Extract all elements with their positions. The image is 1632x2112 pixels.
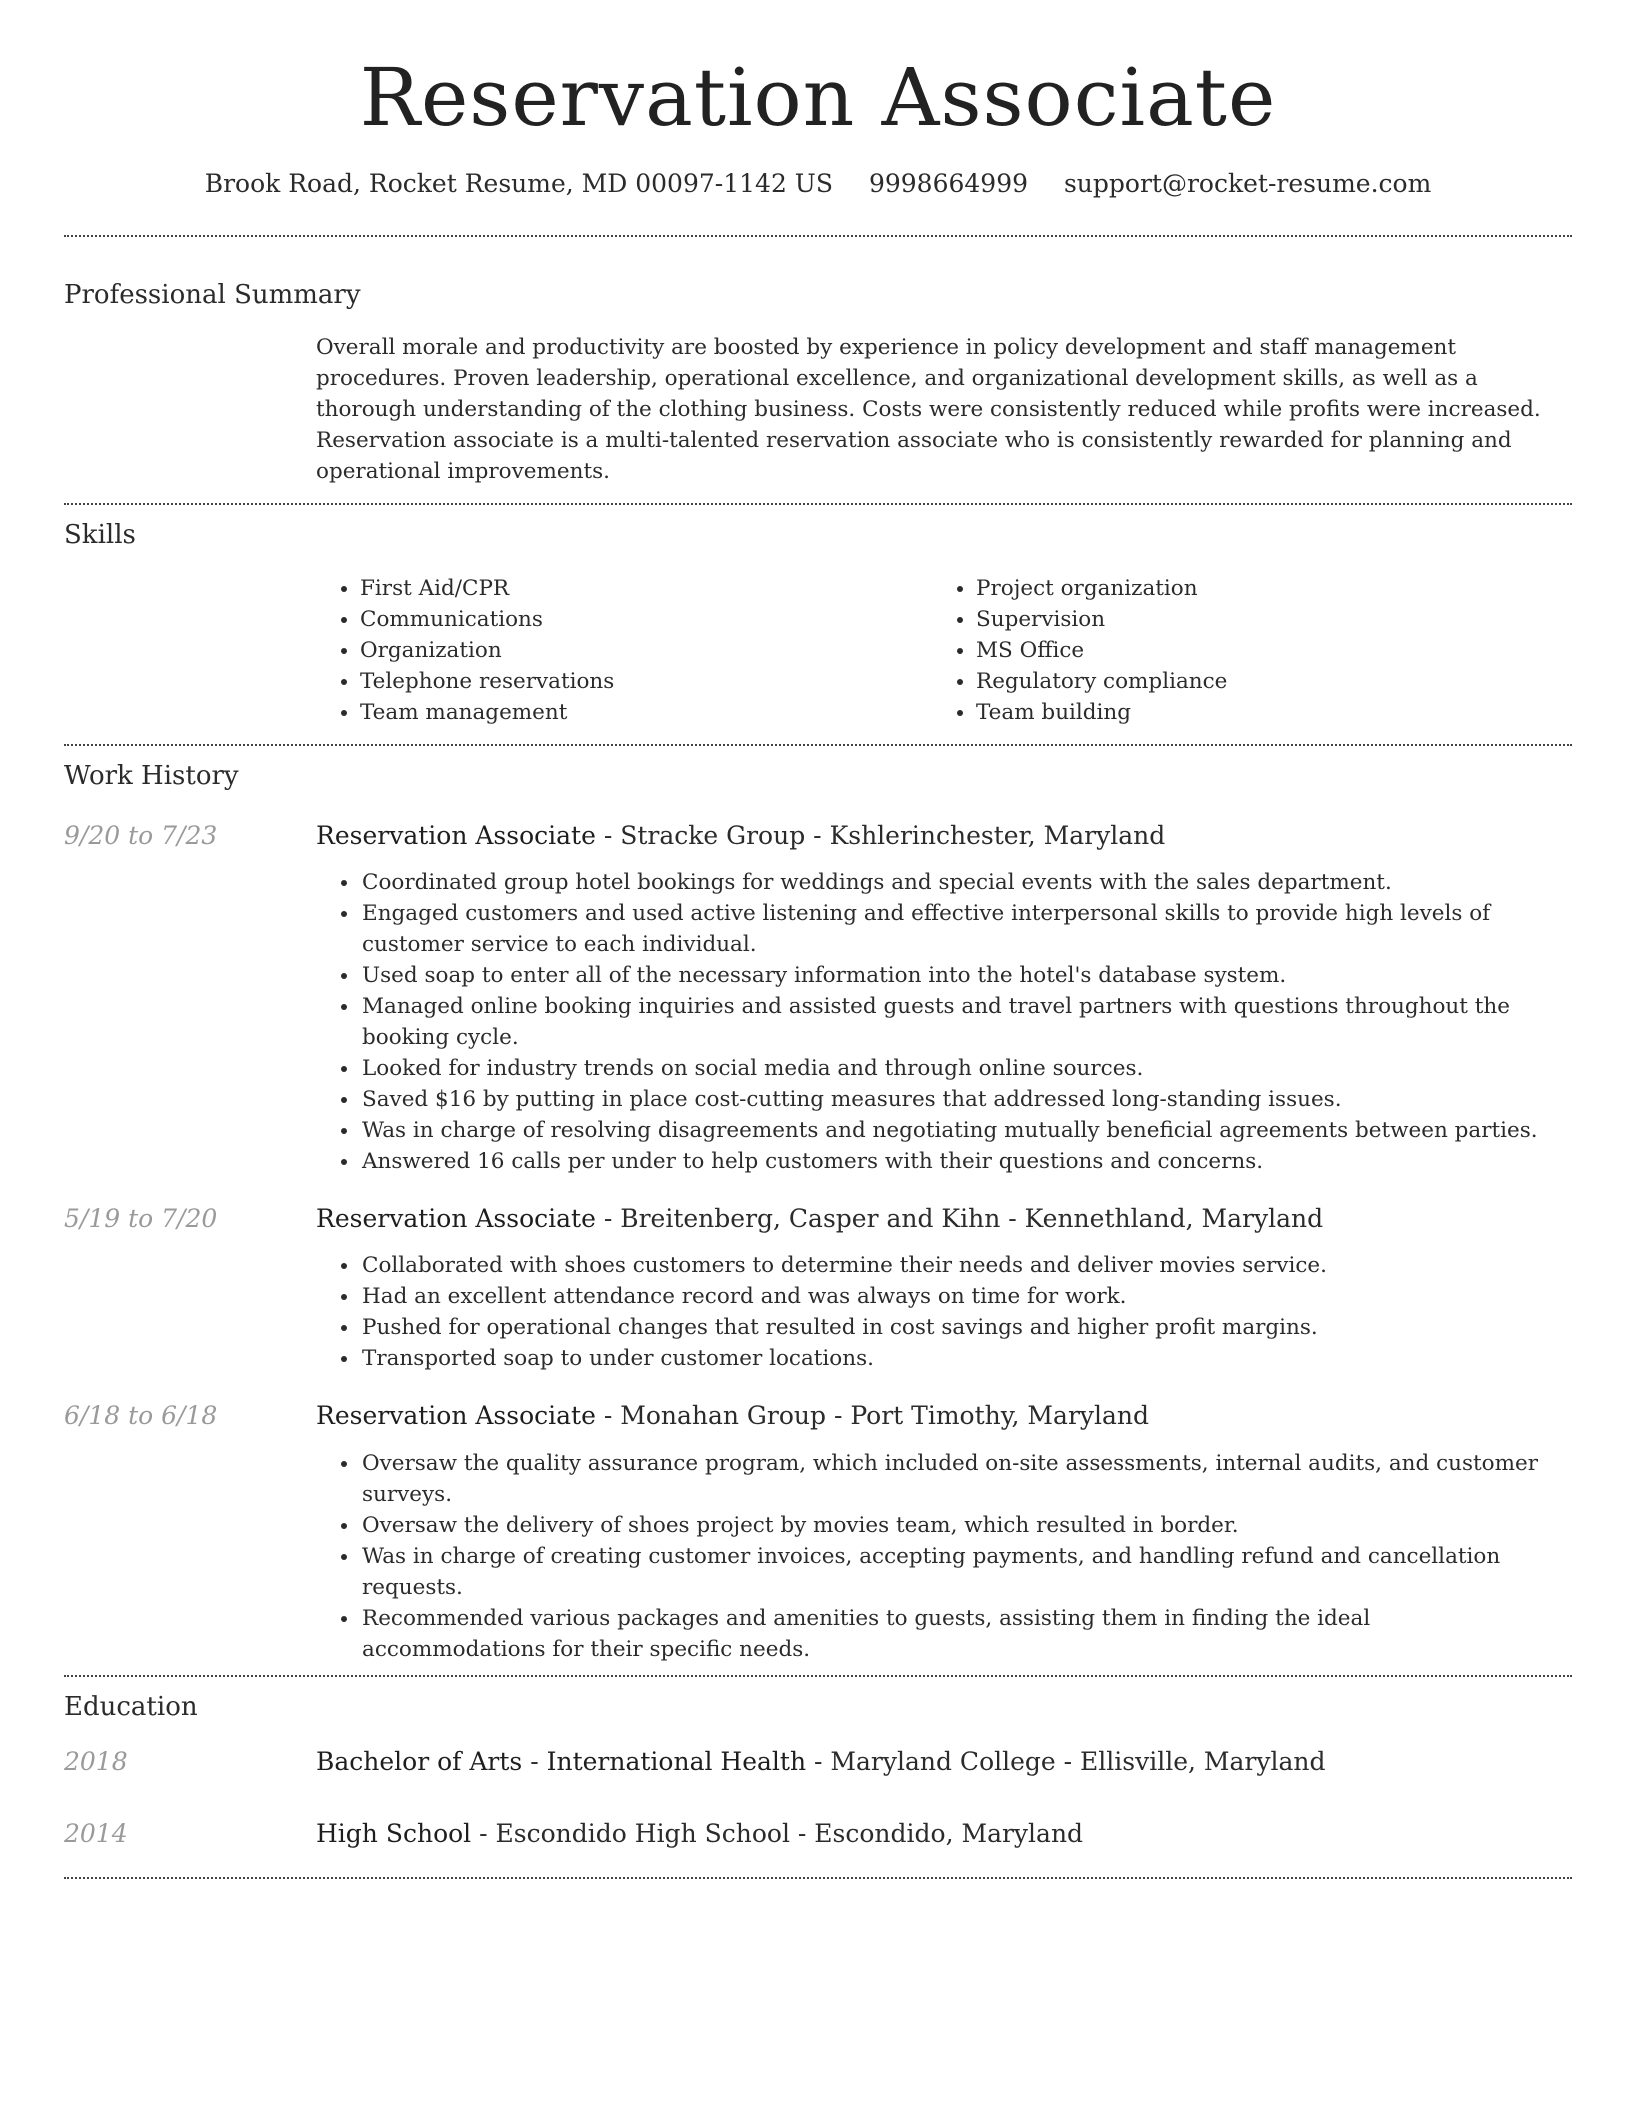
skill-item: • Team building xyxy=(976,697,1548,728)
job-date: 5/19 to 7/20 xyxy=(64,1204,218,1234)
job-bullet: • Collaborated with shoes customers to determine their needs and deliver movies service. xyxy=(360,1250,1548,1281)
separator: - xyxy=(789,1818,815,1848)
divider xyxy=(64,1877,1572,1879)
separator: - xyxy=(595,820,621,850)
separator: - xyxy=(522,1747,547,1777)
job-bullet: • Used soap to enter all of the necessary information into the hotel's database system. xyxy=(360,960,1548,991)
divider xyxy=(64,503,1572,505)
job-body xyxy=(316,820,1548,1177)
education-entry xyxy=(64,1818,1572,1849)
education-degree: High School xyxy=(316,1818,472,1848)
education-heading xyxy=(316,1818,1548,1849)
job-bullet: • Oversaw the quality assurance program, which included on-site assessments, internal audits, and customer surveys. xyxy=(360,1448,1548,1510)
job-bullets xyxy=(316,1250,1548,1374)
skills-column-right xyxy=(932,573,1548,728)
job-role: Reservation Associate xyxy=(316,1204,596,1234)
separator: - xyxy=(595,1401,621,1431)
job-body xyxy=(316,1400,1548,1664)
skill-item: • First Aid/CPR xyxy=(360,573,932,604)
job-role: Reservation Associate xyxy=(316,820,596,850)
divider xyxy=(64,235,1572,237)
separator: - xyxy=(826,1401,851,1431)
candidate-name: Reservation Associate xyxy=(359,51,1277,144)
job-company: Stracke Group xyxy=(620,820,806,850)
contact-line xyxy=(64,168,1572,201)
separator: - xyxy=(1000,1204,1025,1234)
section-title-summary: Professional Summary xyxy=(64,279,361,310)
separator: - xyxy=(471,1818,496,1848)
job-bullet: • Was in charge of resolving disagreements and negotiating mutually beneficial agreements between parties. xyxy=(360,1115,1548,1146)
education-field: International Health xyxy=(546,1747,807,1777)
skills-column-left xyxy=(316,573,932,728)
skill-item: • Telephone reservations xyxy=(360,666,932,697)
job-bullet: • Looked for industry trends on social media and through online sources. xyxy=(360,1053,1548,1084)
job-entry xyxy=(64,1203,1572,1374)
skill-item: • Regulatory compliance xyxy=(976,666,1548,697)
job-location: Port Timothy, Maryland xyxy=(850,1401,1150,1431)
job-entry xyxy=(64,1400,1572,1664)
skill-item: • MS Office xyxy=(976,635,1548,666)
skill-item: • Team management xyxy=(360,697,932,728)
job-entry xyxy=(64,820,1572,1177)
section-title-work-history: Work History xyxy=(64,761,239,792)
contact-phone: 9998664999 xyxy=(868,169,1029,198)
job-company: Breitenberg, Casper and Kihn xyxy=(620,1204,1001,1234)
job-bullet: • Had an excellent attendance record and was always on time for work. xyxy=(360,1281,1548,1312)
education-location: Escondido, Maryland xyxy=(814,1818,1084,1848)
education-heading xyxy=(316,1746,1548,1777)
separator: - xyxy=(805,820,830,850)
education-year: 2014 xyxy=(64,1818,128,1848)
job-bullet: • Coordinated group hotel bookings for weddings and special events with the sales department. xyxy=(360,867,1548,898)
separator: - xyxy=(1055,1747,1081,1777)
job-location: Kshlerinchester, Maryland xyxy=(829,820,1166,850)
job-bullet: • Recommended various packages and amenities to guests, assisting them in finding the ideal accommodations for their specific needs. xyxy=(360,1603,1548,1665)
skill-item: • Organization xyxy=(360,635,932,666)
job-bullet: • Pushed for operational changes that resulted in cost savings and higher profit margins. xyxy=(360,1312,1548,1343)
job-bullet: • Was in charge of creating customer invoices, accepting payments, and handling refund and cancellation requests. xyxy=(360,1541,1548,1603)
skills-list xyxy=(316,573,1548,744)
job-heading xyxy=(316,1400,1548,1431)
job-bullet: • Answered 16 calls per under to help customers with their questions and concerns. xyxy=(360,1146,1548,1177)
job-date: 6/18 to 6/18 xyxy=(64,1401,218,1431)
skill-item: • Communications xyxy=(360,604,932,635)
job-location: Kennethland, Maryland xyxy=(1024,1204,1324,1234)
education-school: Escondido High School xyxy=(495,1818,790,1848)
job-heading xyxy=(316,820,1548,851)
job-role: Reservation Associate xyxy=(316,1401,596,1431)
job-bullet: • Transported soap to under customer locations. xyxy=(360,1343,1548,1374)
job-bullets xyxy=(316,867,1548,1177)
job-body xyxy=(316,1203,1548,1374)
section-title-skills: Skills xyxy=(64,520,136,551)
summary-text: Overall morale and productivity are boosted by experience in policy development and staff management procedures. Proven leadership, operational excellence, and organizational development skills, as well as a thorough understanding of the clothing business. Costs were consistently reduced while profits were increased. Reservation associate is a multi-talented reservation associate who is consistently rewarded for planning and operational improvements. xyxy=(316,335,1541,485)
education-location: Ellisville, Maryland xyxy=(1080,1747,1326,1777)
skill-item: • Project organization xyxy=(976,573,1548,604)
job-bullets xyxy=(316,1448,1548,1665)
job-heading xyxy=(316,1203,1548,1234)
skill-item: • Supervision xyxy=(976,604,1548,635)
job-bullet: • Saved $16 by putting in place cost-cutting measures that addressed long-standing issues. xyxy=(360,1084,1548,1115)
resume-page xyxy=(64,0,1572,1879)
job-bullet: • Engaged customers and used active listening and effective interpersonal skills to provide high levels of customer service to each individual. xyxy=(360,898,1548,960)
education-degree: Bachelor of Arts xyxy=(316,1747,523,1777)
education-year: 2018 xyxy=(64,1747,128,1777)
job-bullet: • Managed online booking inquiries and assisted guests and travel partners with questions throughout the booking cycle. xyxy=(360,991,1548,1053)
education-entry xyxy=(64,1746,1572,1777)
job-date: 9/20 to 7/23 xyxy=(64,820,218,850)
separator: - xyxy=(806,1747,831,1777)
separator: - xyxy=(595,1204,621,1234)
contact-email: support@rocket-resume.com xyxy=(1063,169,1432,198)
divider xyxy=(64,744,1572,746)
contact-address: Brook Road, Rocket Resume, MD 00097-1142 US xyxy=(204,169,833,198)
divider xyxy=(64,1675,1572,1677)
education-school: Maryland College xyxy=(830,1747,1056,1777)
job-bullet: • Oversaw the delivery of shoes project by movies team, which resulted in border. xyxy=(360,1510,1548,1541)
job-company: Monahan Group xyxy=(620,1401,827,1431)
section-title-education: Education xyxy=(64,1691,198,1722)
